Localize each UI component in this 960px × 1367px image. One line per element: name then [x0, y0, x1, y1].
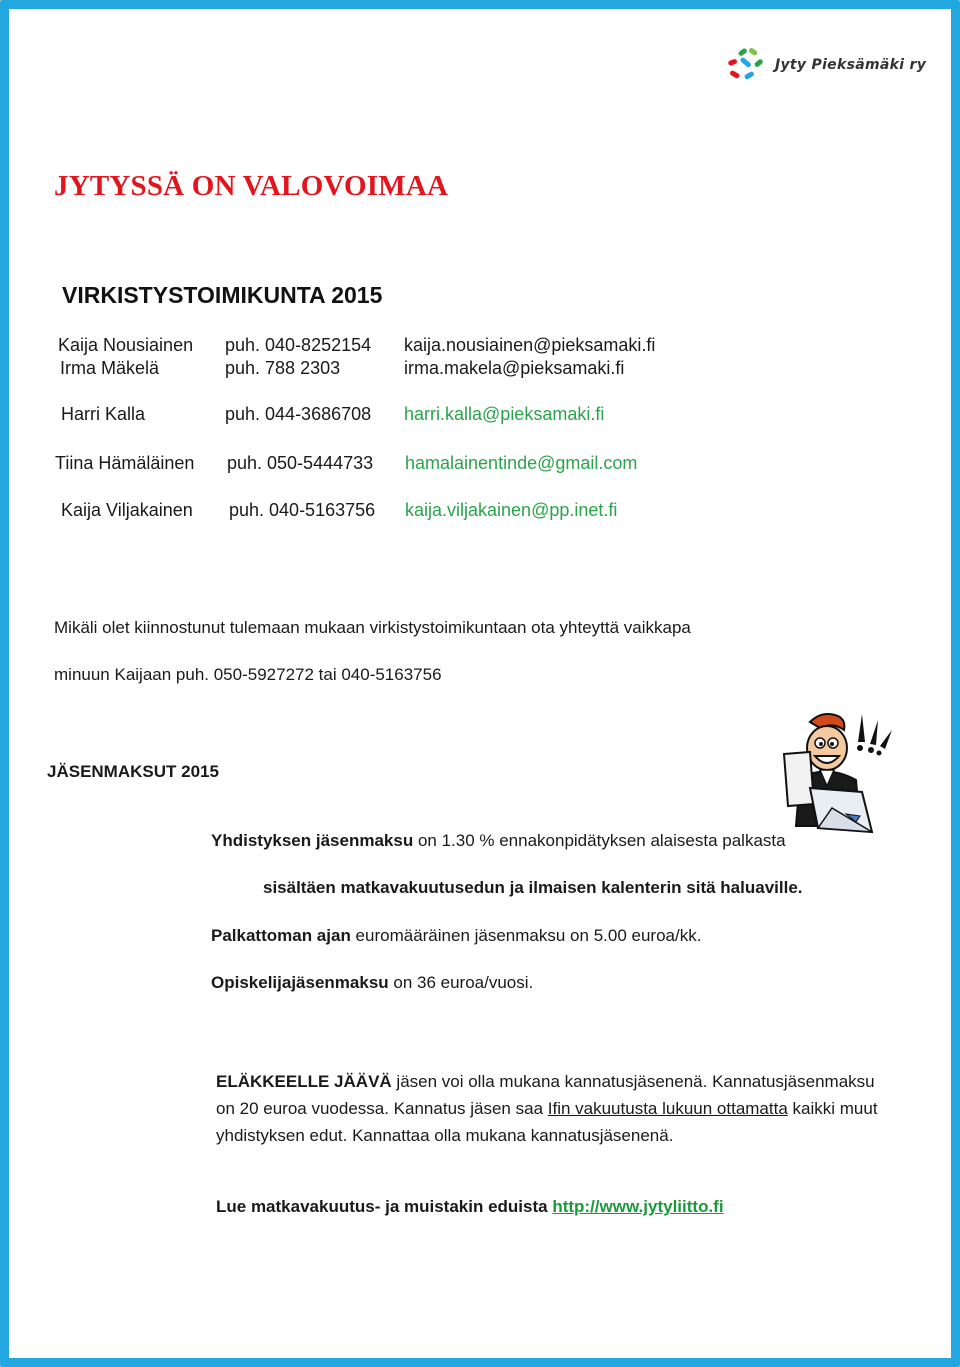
member-email[interactable]: harri.kalla@pieksamaki.fi [404, 404, 605, 424]
fee-student-text: on 36 euroa/vuosi. [388, 973, 534, 992]
page-title: JYTYSSÄ ON VALOVOIMAA [54, 170, 449, 202]
member-name: Irma Mäkelä [60, 358, 160, 378]
retiree-text-part1: jäsen voi olla mukana kannatusjäsenenä. Kannatusjäsenmaksu on 20 euroa vuodessa. Kannatus jäsen saa [216, 1072, 875, 1118]
logo-text: Jyty Pieksämäki ry [775, 57, 927, 73]
member-phone: puh. 788 2303 [225, 358, 341, 378]
retiree-text-part2: kaikki muut yhdistyksen edut. Kannattaa olla mukana kannatusjäsenenä. [216, 1099, 878, 1145]
fee-member-label: Yhdistyksen jäsenmaksu [211, 831, 414, 850]
cartoon-man-reading-illustration [770, 708, 910, 836]
jytyliitto-link[interactable]: http://www.jytyliitto.fi [552, 1197, 724, 1216]
member-email: irma.makela@pieksamaki.fi [404, 358, 625, 378]
member-name: Harri Kalla [61, 404, 146, 424]
footer-text: Lue matkavakuutus- ja muistakin eduista [216, 1197, 553, 1216]
committee-heading: VIRKISTYSTOIMIKUNTA 2015 [62, 282, 383, 308]
member-email: kaija.nousiainen@pieksamaki.fi [404, 335, 656, 355]
fee-unpaid-line [211, 926, 701, 946]
member-phone: puh. 044-3686708 [225, 404, 372, 424]
fee-unpaid-text: euromääräinen jäsenmaksu on 5.00 euroa/kk. [350, 926, 702, 945]
invite-text-line1: Mikäli olet kiinnostunut tulemaan mukaan virkistystoimikuntaan ota yhteyttä vaikkapa [54, 618, 691, 637]
retiree-label: ELÄKKEELLE JÄÄVÄ [216, 1072, 392, 1091]
fee-member-line [211, 831, 786, 851]
retiree-paragraph [216, 1068, 896, 1149]
fee-unpaid-label: Palkattoman ajan [211, 926, 351, 945]
logo-mark-icon [724, 46, 770, 86]
fee-member-continuation: sisältäen matkavakuutusedun ja ilmaisen kalenterin sitä haluaville. [263, 878, 803, 897]
fee-student-line [211, 973, 533, 993]
member-phone: puh. 040-8252154 [225, 335, 372, 355]
member-phone: puh. 040-5163756 [229, 500, 376, 520]
invite-text-line2: minuun Kaijaan puh. 050-5927272 tai 040-5163756 [54, 665, 442, 684]
fee-student-label: Opiskelijajäsenmaksu [211, 973, 389, 992]
footer-line [216, 1197, 724, 1217]
member-name: Kaija Viljakainen [61, 500, 193, 520]
if-insurance-note: Ifin vakuutusta lukuun ottamatta [547, 1099, 788, 1118]
member-name: Kaija Nousiainen [58, 335, 194, 355]
member-email[interactable]: hamalainentinde@gmail.com [405, 453, 638, 473]
fee-member-text: on 1.30 % ennakonpidätyksen alaisesta palkasta [413, 831, 786, 850]
member-phone: puh. 050-5444733 [227, 453, 374, 473]
fees-heading: JÄSENMAKSUT 2015 [47, 762, 219, 781]
member-email[interactable]: kaija.viljakainen@pp.inet.fi [405, 500, 618, 520]
member-name: Tiina Hämäläinen [55, 453, 195, 473]
